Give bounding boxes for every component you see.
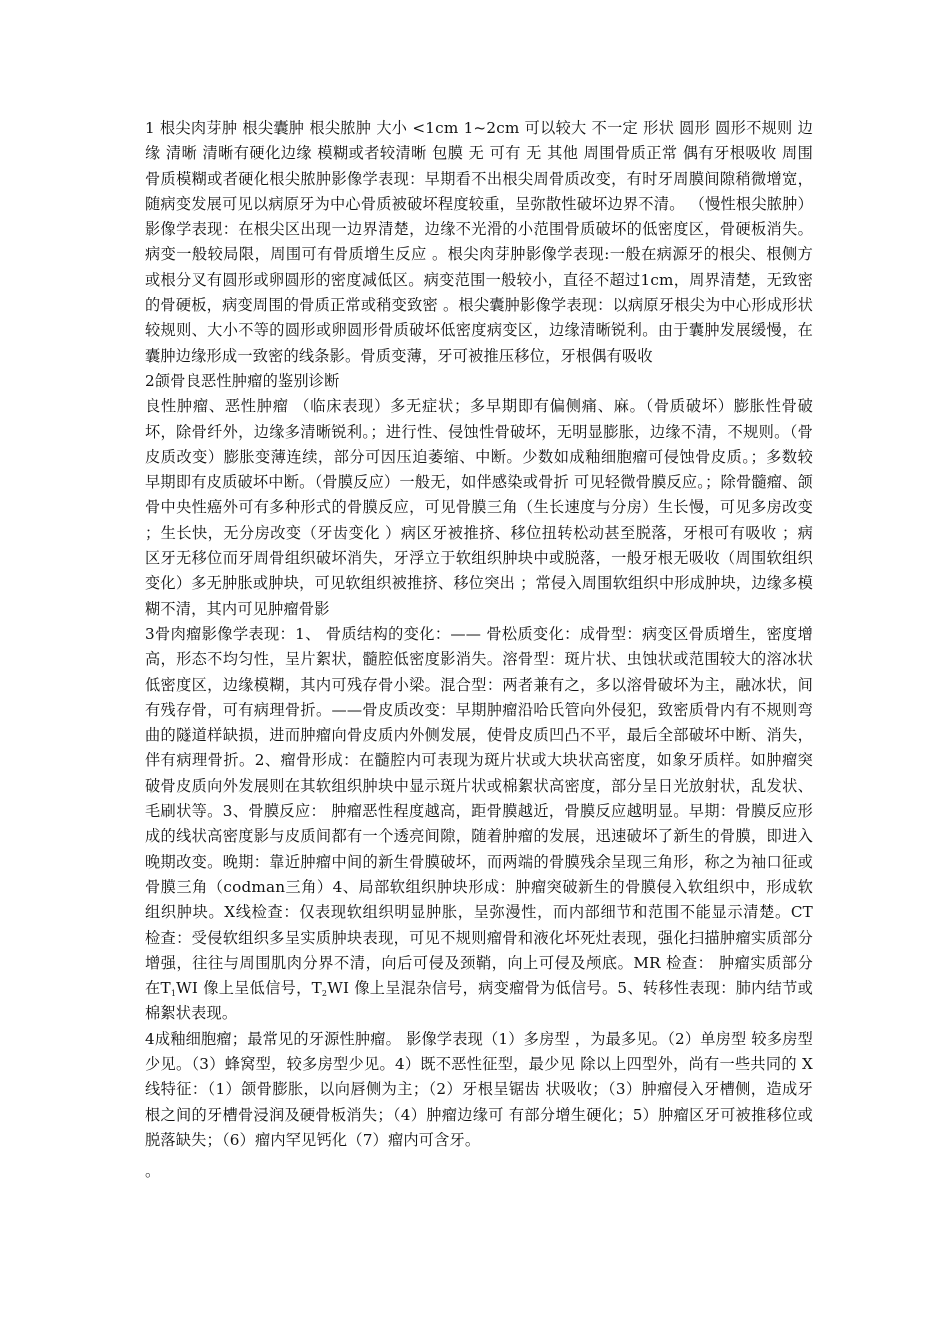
section-1-periapical-lesions: 1 根尖肉芽肿 根尖囊肿 根尖脓肿 大小 <1cm 1~2cm 可以较大 不一定 形状 圆形 圆形不规则 边缘 清晰 清晰有硬化边缘 模糊或者较清晰 包膜 无 可有 无 其他 周围骨质正常 偶有牙根吸收 周围骨质模糊或者硬化根尖脓肿影像学表现：早期看不出根尖周骨质改变，有时牙周膜间隙稍微增宽，随病变发展可见以病原牙为中心骨质被破坏程度较重，呈弥散性破坏边界不清。 （慢性根尖脓肿）影像学表现：在根尖区出现一边界清楚，边缘不光滑的小范围骨质破坏的低密度区，骨硬板消失。病变一般较局限，周围可有骨质增生反应 。根尖肉芽肿影像学表现:一般在病源牙的根尖、根侧方或根分叉有圆形或卵圆形的密度减低区。病变范围一般较小，直径不超过1cm，周界清楚，无致密的骨硬板，病变周围的骨质正常或稍变致密 。根尖囊肿影像学表现：以病原牙根尖为中心形成形状较规则、大小不等的圆形或卵圆形骨质破坏低密度病变区，边缘清晰锐利。由于囊肿发展缓慢，在囊肿边缘形成一致密的线条影。骨质变薄，牙可被推压移位，牙根偶有吸收 [145,119,813,365]
section-3-text-a: 3骨肉瘤影像学表现：1、 骨质结构的变化：—— 骨松质变化：成骨型：病变区骨质增生，密度增高，形态不均匀性，呈片絮状，髓腔低密度影消失。溶骨型：斑片状、虫蚀状或范围较大的溶冰状 低密度区，边缘模糊，其内可残存骨小梁。混合型：两者兼有之，多以溶骨破坏为主，融冰状，间有残存骨，可有病理骨折。——骨皮质改变：早期肿瘤沿哈氏管向外侵犯，致密质骨内有不规则弯曲的隧道样缺损，进而肿瘤向骨皮质内外侧发展，使骨皮质凹凸不平，最后全部破坏中断、消失，伴有病理骨折。2、瘤骨形成：在髓腔内可表现为斑片状或大块状高密度，如象牙质样。如肿瘤突破骨皮质向外发展则在其软组织肿块中显示斑片状或棉絮状高密度，部分呈日光放射状，乱发状、毛刷状等。3、骨膜反应： 肿瘤恶性程度越高，距骨膜越近，骨膜反应越明显。早期：骨膜反应形成的线状高密度影与皮质间都有一个透亮间隙，随着肿瘤的发展，迅速破坏了新生的骨膜，即进入晚期改变。晚期：靠近肿瘤中间的新生骨膜破坏，而两端的骨膜残余呈现三角形，称之为袖口征或骨膜三角（codman三角）4、局部软组织肿块形成：肿瘤突破新生的骨膜侵入软组织中，形成软组织肿块。X线检查：仅表现软组织明显肿胀，呈弥漫性，而内部细节和范围不能显示清楚。CT 检查：受侵软组织多呈实质肿块表现，可见不规则瘤骨和液化坏死灶表现，强化扫描肿瘤实质部分增强，往往与周围肌肉分界不清，向后可侵及颈鞘，向上可侵及颅底。MR 检查： 肿瘤实质部分在T [145,624,813,998]
section-2-heading: 2颌骨良恶性肿瘤的鉴别诊断 [145,371,340,390]
end-mark: 。 [145,1162,161,1181]
section-3-text-b: WI 像上呈低信号，T [176,979,322,998]
section-3-osteosarcoma [145,622,813,1027]
section-2-tumor-differential: 良性肿瘤、恶性肿瘤 （临床表现）多无症状；多早期即有偏侧痛、麻。（骨质破坏）膨胀性骨破坏，除骨纤外，边缘多清晰锐利。；进行性、侵蚀性骨破坏，无明显膨胀，边缘不清，不规则。（骨皮质改变）膨胀变薄连续，部分可因压迫萎缩、中断。少数如成釉细胞瘤可侵蚀骨皮质。；多数较早期即有皮质破坏中断。（骨膜反应）一般无，如伴感染或骨折 可见轻微骨膜反应。；除骨髓瘤、颌骨中央性癌外可有多种形式的骨膜反应，可见骨膜三角（生长速度与分房）生长慢，可见多房改变 ；生长快，无分房改变（牙齿变化 ）病区牙被推挤、移位扭转松动甚至脱落，牙根可有吸收 ；病区牙无移位而牙周骨组织破坏消失，牙浮立于软组织肿块中或脱落，一般牙根无吸收（周围软组织变化）多无肿胀或肿块，可见软组织被推挤、移位突出 ；常侵入周围软组织中形成肿块，边缘多模糊不清，其内可见肿瘤骨影 [145,397,813,618]
t1-subscript: 1 [170,989,177,999]
t2-subscript: 2 [321,989,328,999]
section-4-ameloblastoma: 4成釉细胞瘤；最常见的牙源性肿瘤。 影像学表现（1）多房型 ，为最多见。（2）单房型 较多房型少见。（3）蜂窝型，较多房型少见。4）既不恶性征型，最少见 除以上四型外，尚有一些共同的 X 线特征：（1）颌骨膨胀，以向唇侧为主；（2）牙根呈锯齿 状吸收；（3）肿瘤侵入牙槽侧，造成牙根之间的牙槽骨浸润及硬骨板消失；（4）肿瘤边缘可 有部分增生硬化；5）肿瘤区牙可被推移位或脱落缺失；（6）瘤内罕见钙化（7）瘤内可含牙。 [145,1029,813,1149]
document-page [145,116,813,1184]
section-3-text-c: WI 像上呈混杂信号，病变瘤骨为低信号。5、转移性表现：肺内结节或棉絮状表现。 [145,979,813,1023]
